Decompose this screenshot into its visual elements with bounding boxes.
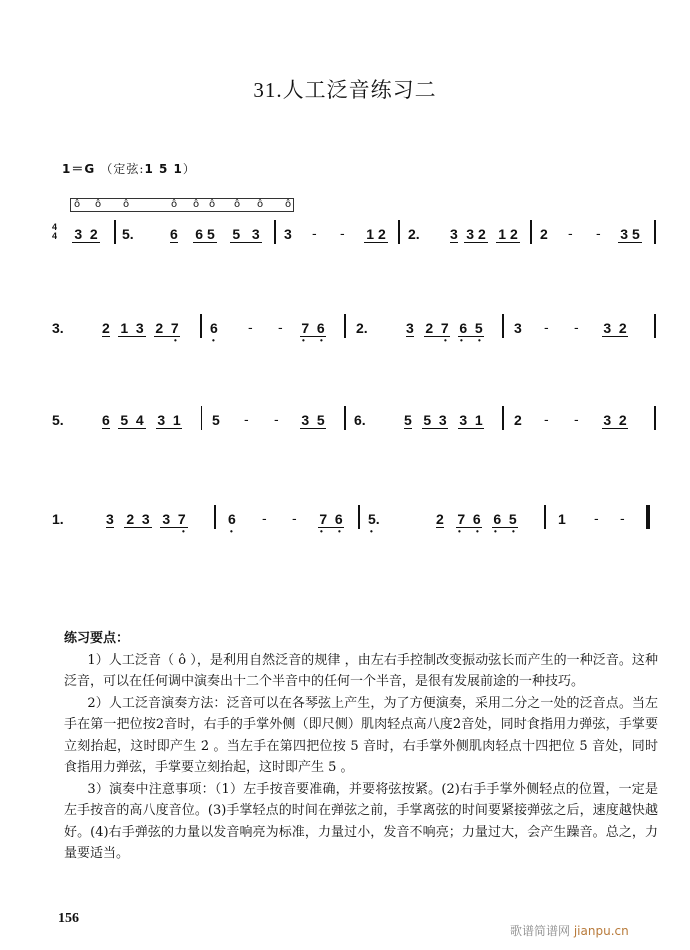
barline xyxy=(200,314,202,338)
dash: - xyxy=(292,510,297,526)
dash: - xyxy=(568,225,573,241)
barline xyxy=(344,406,346,430)
harmonic-icon: ô xyxy=(193,199,200,210)
practice-notes xyxy=(64,628,658,865)
barline xyxy=(114,220,116,244)
barline xyxy=(274,220,276,244)
note: 1 xyxy=(558,511,566,527)
note-group: 3 5 xyxy=(618,226,642,243)
tuning-prefix: （定弦: xyxy=(100,162,145,176)
note: 6 xyxy=(170,226,178,242)
note-group: 7 6 xyxy=(319,511,343,527)
note: 3 xyxy=(106,511,114,527)
page-number: 156 xyxy=(58,911,79,926)
barline xyxy=(214,505,216,529)
note-paragraph-1: 1）人工泛音（ ô ），是利用自然泛音的规律 ，由左右手控制改变振动弦长而产生的一种泛音。这种泛音，可以在任何调中演奏出十二个半音中的任何一个半音，是很有发展前途的一种技巧。 xyxy=(64,652,658,689)
harmonic-icon: ô xyxy=(123,199,130,210)
note-group: 3 2 xyxy=(464,226,488,243)
low-octave-dot: • xyxy=(212,336,215,345)
harmonic-icon: ô xyxy=(285,199,292,210)
note: 3 xyxy=(284,226,292,242)
dash: - xyxy=(262,510,267,526)
note-group: 3 1 xyxy=(459,412,483,428)
barline xyxy=(654,406,656,430)
harmonic-icon: ô xyxy=(257,199,264,210)
final-barline xyxy=(646,505,650,529)
dash: - xyxy=(544,319,549,335)
note-group: 6 5 xyxy=(493,511,517,527)
note: 2 xyxy=(514,412,522,428)
note: 3 xyxy=(514,320,522,336)
note-group: 1 2 xyxy=(364,226,388,243)
low-octave-dot: • xyxy=(494,527,497,536)
note-group: 7 6 xyxy=(457,511,481,527)
dash: - xyxy=(594,510,599,526)
barline xyxy=(544,505,546,529)
dash: - xyxy=(312,225,317,241)
barline xyxy=(358,505,360,529)
note-group: 6 5 xyxy=(193,226,217,243)
note: 2 xyxy=(540,226,548,242)
low-octave-dot: • xyxy=(478,336,481,345)
note-group: 1 3 xyxy=(118,320,146,337)
harmonic-icon: ô xyxy=(74,199,81,210)
dash: - xyxy=(574,319,579,335)
score-row-1 xyxy=(46,220,662,250)
note: 6 xyxy=(102,412,110,428)
tuning-notes: 1 5 1 xyxy=(144,162,183,176)
low-octave-dot: • xyxy=(512,527,515,536)
note: 5 xyxy=(404,412,412,428)
watermark xyxy=(510,922,629,939)
key-label: 1＝G xyxy=(62,162,96,176)
note-group: 5 3 xyxy=(230,226,262,243)
low-octave-dot: • xyxy=(476,527,479,536)
watermark-en: jianpu.cn xyxy=(573,924,629,938)
note: 6. xyxy=(354,412,366,428)
barline xyxy=(398,220,400,244)
time-signature: 4 4 xyxy=(52,222,58,241)
note-paragraph-2: 2）人工泛音演奏方法：泛音可以在各琴弦上产生，为了方便演奏，采用二分之一处的泛音点。当左手在第一把位按2音时，右手的手掌外侧（即尺侧）肌肉轻点高八度2̇音处，同时食指用力弹弦，手掌要立刻抬起，这时即产生 2̇ 。当左手在第四把位按 5 音时，右手掌外侧肌肉轻点十四把位 5̇ 音处，同时食指用力弹弦，手掌要立刻抬起，这时即产生 5̇ 。 xyxy=(64,695,658,775)
note: 3. xyxy=(52,320,64,336)
score-row-3 xyxy=(46,406,662,436)
dash: - xyxy=(620,510,625,526)
score-row-2 xyxy=(46,314,662,344)
note-group: 2 7 xyxy=(155,320,179,336)
note-group: 3 7 xyxy=(160,511,188,528)
low-octave-dot: • xyxy=(338,527,341,536)
note: 5. xyxy=(122,226,134,242)
watermark-cn: 歌谱简谱网 xyxy=(510,924,571,938)
tuning-suffix: ） xyxy=(182,162,196,176)
note: 5. xyxy=(368,511,380,527)
dash: - xyxy=(248,319,253,335)
harmonic-icon: ô xyxy=(209,199,216,210)
low-octave-dot: • xyxy=(460,336,463,345)
low-octave-dot: • xyxy=(320,527,323,536)
note-group: 7 6 xyxy=(301,320,325,336)
note: 6 xyxy=(228,511,236,527)
page-title: 31.人工泛音练习二 xyxy=(253,78,437,102)
dash: - xyxy=(244,411,249,427)
note-group: 3 2 xyxy=(603,412,627,428)
note: 1. xyxy=(52,511,64,527)
score-row-4 xyxy=(46,505,662,535)
dash: - xyxy=(574,411,579,427)
barline xyxy=(530,220,532,244)
dash: - xyxy=(274,411,279,427)
note: 5. xyxy=(52,412,64,428)
note: 2 xyxy=(436,511,444,527)
note-group: 6 5 xyxy=(459,320,483,336)
note-group: 5 3 xyxy=(423,412,447,428)
note: 3 xyxy=(450,226,458,242)
note: 2. xyxy=(408,226,420,242)
barline xyxy=(654,314,656,338)
note-paragraph-3: 3）演奏中注意事项：（1）左手按音要准确，并要将弦按紧。(2)右手手掌外侧轻点的位置，一定是左手按音的高八度音位。(3)手掌轻点的时间在弹弦之前，手掌离弦的时间要紧接弹弦之后，速度越快越好。(4)右手弹弦的力量以发音响亮为标准，力量过小，发音不响亮；力量过大，会产生躁音。总之，力量要适当。 xyxy=(64,781,658,861)
low-octave-dot: • xyxy=(444,336,447,345)
harmonic-icon: ô xyxy=(234,199,241,210)
note-group: 1 2 xyxy=(496,226,520,243)
barline xyxy=(344,314,346,338)
barline xyxy=(502,406,504,430)
low-octave-dot: • xyxy=(320,336,323,345)
dash: - xyxy=(278,319,283,335)
barline xyxy=(201,406,202,430)
barline xyxy=(654,220,656,244)
key-signature xyxy=(62,160,196,177)
low-octave-dot: • xyxy=(230,527,233,536)
low-octave-dot: • xyxy=(182,527,185,536)
note-group: 2 7 xyxy=(425,320,449,336)
dash: - xyxy=(340,225,345,241)
low-octave-dot: • xyxy=(302,336,305,345)
low-octave-dot: • xyxy=(174,336,177,345)
note-group: 5 4 xyxy=(118,412,146,429)
note-group: 3 1 xyxy=(157,412,181,428)
note-group: 3 2 xyxy=(603,320,627,336)
low-octave-dot: • xyxy=(370,527,373,536)
note-group: 3 5 xyxy=(301,412,325,428)
note: 5 xyxy=(212,412,220,428)
note: 2. xyxy=(356,320,368,336)
dash: - xyxy=(596,225,601,241)
low-octave-dot: • xyxy=(458,527,461,536)
dash: - xyxy=(544,411,549,427)
harmonic-icon: ô xyxy=(95,199,102,210)
barline xyxy=(502,314,504,338)
note: 3 xyxy=(406,320,414,336)
notes-heading: 练习要点： xyxy=(64,631,130,646)
harmonic-bracket xyxy=(70,198,294,212)
note-group: 2 3 xyxy=(124,511,152,528)
note: 2 xyxy=(102,320,110,336)
note: 6 xyxy=(210,320,218,336)
note-group: 3 2 xyxy=(72,226,100,243)
harmonic-icon: ô xyxy=(171,199,178,210)
